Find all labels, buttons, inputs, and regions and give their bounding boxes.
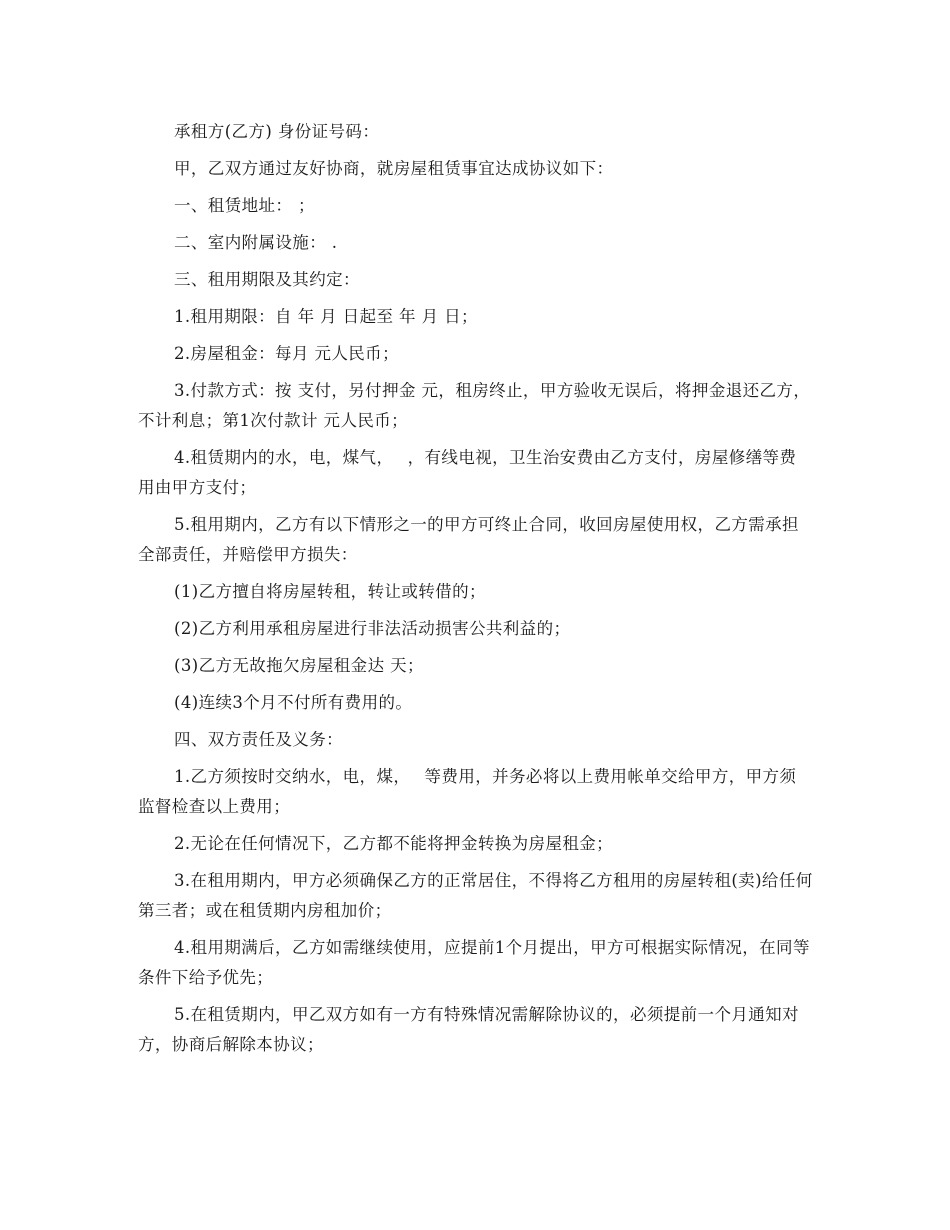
- section-4-item-1: 1.乙方须按时交纳水，电，煤， 等费用，并务必将以上费用帐单交给甲方，甲方须监督检查以上费用；: [138, 767, 797, 816]
- section-1-rental-address: 一、租赁地址： ；: [174, 196, 315, 215]
- section-4-heading: 四、双方责任及义务：: [174, 730, 343, 749]
- section-4-item-3: 3.在租用期内，甲方必须确保乙方的正常居住，不得将乙方租用的房屋转租(卖)给任何第三者；或在租赁期内房租加价；: [138, 871, 813, 920]
- termination-case-3: (3)乙方无故拖欠房屋租金达 天；: [174, 656, 424, 675]
- termination-case-2: (2)乙方利用承租房屋进行非法活动损害公共利益的；: [174, 619, 571, 638]
- paragraph-agreement-intro: 甲，乙双方通过友好协商，就房屋租赁事宜达成协议如下：: [174, 159, 614, 178]
- termination-case-1: (1)乙方擅自将房屋转租，转让或转借的；: [174, 582, 486, 601]
- paragraph-lessee-id: 承租方(乙方) 身份证号码：: [174, 122, 380, 141]
- section-4-item-5: 5.在租赁期内，甲乙双方如有一方有特殊情况需解除协议的，必须提前一个月通知对方，协商后解除本协议；: [138, 1005, 799, 1054]
- section-3-item-4-utilities: 4.租赁期内的水，电，煤气， ，有线电视，卫生治安费由乙方支付，房屋修缮等费用由甲方支付；: [138, 448, 797, 497]
- section-3-item-2-rent: 2.房屋租金：每月 元人民币；: [174, 344, 399, 363]
- section-4-item-4: 4.租用期满后，乙方如需继续使用，应提前1个月提出，甲方可根据实际情况，在同等条件下给予优先；: [138, 938, 810, 987]
- section-3-item-5-termination: 5.租用期内，乙方有以下情形之一的甲方可终止合同，收回房屋使用权，乙方需承担全部责任，并赔偿甲方损失：: [138, 515, 799, 564]
- section-2-facilities: 二、室内附属设施： .: [174, 233, 338, 252]
- section-3-item-1-term: 1.租用期限：自 年 月 日起至 年 月 日；: [174, 307, 478, 326]
- document-body: [138, 117, 813, 1067]
- section-3-heading: 三、租用期限及其约定：: [174, 270, 360, 289]
- section-3-item-3-payment: 3.付款方式：按 支付，另付押金 元，租房终止，甲方验收无误后，将押金退还乙方，不计利息；第1次付款计 元人民币；: [138, 381, 811, 430]
- termination-case-4: (4)连续3个月不付所有费用的。: [174, 693, 413, 712]
- section-4-item-2: 2.无论在任何情况下，乙方都不能将押金转换为房屋租金；: [174, 834, 614, 853]
